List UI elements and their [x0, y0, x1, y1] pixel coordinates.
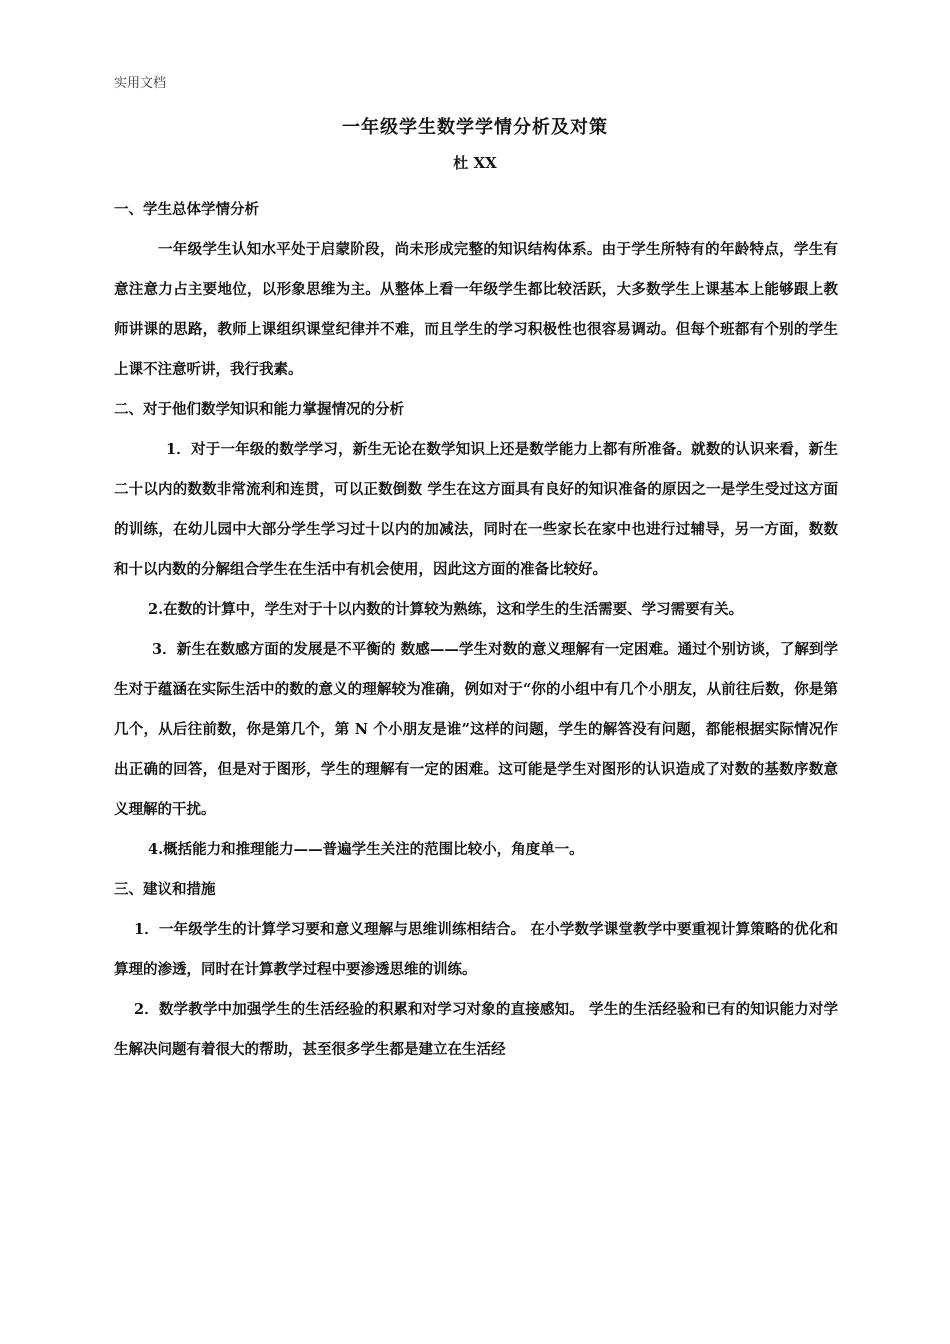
section-heading: 二、对于他们数学知识和能力掌握情况的分析: [114, 401, 404, 418]
header-label: 实用文档: [114, 76, 167, 91]
paragraph: 1．对于一年级的数学学习，新生无论在数学知识上还是数学能力上都有所准备。就数的认识来看，新生二十以内的数数非常流利和连贯，可以正数倒数 学生在这方面具有良好的知识准备的原因之一是学生受过这方面的训练，在幼儿园中大部分学生学习过十以内的加减法，同时在一些家长在家中也进行过辅导，另一方面，数数和十以内数的分解组合学生在生活中有机会使用，因此这方面的准备比较好。: [114, 441, 838, 578]
section-heading: 一、学生总体学情分析: [114, 201, 259, 218]
paragraph: 4.概括能力和推理能力——普遍学生关注的范围比较小，角度单一。: [148, 841, 584, 858]
document-author: 杜 XX: [453, 154, 497, 172]
paragraph: 一年级学生认知水平处于启蒙阶段，尚未形成完整的知识结构体系。由于学生所特有的年龄特点，学生有意注意力占主要地位，以形象思维为主。从整体上看一年级学生都比较活跃，大多数学生上课基本上能够跟上教师讲课的思路，教师上课组织课堂纪律并不难，而且学生的学习积极性也很容易调动。但每个班都有个别的学生上课不注意听讲，我行我素。: [114, 241, 838, 378]
paragraph: 1．一年级学生的计算学习要和意义理解与思维训练相结合。 在小学数学课堂教学中要重视计算策略的优化和算理的渗透，同时在计算教学过程中要渗透思维的训练。: [114, 921, 838, 978]
document-body: [114, 190, 838, 1070]
paragraph: 2．数学教学中加强学生的生活经验的积累和对学习对象的直接感知。 学生的生活经验和已有的知识能力对学生解决问题有着很大的帮助，甚至很多学生都是建立在生活经: [114, 1001, 838, 1058]
paragraph: 3．新生在数感方面的发展是不平衡的 数感——学生对数的意义理解有一定困难。通过个别访谈，了解到学生对于蕴涵在实际生活中的数的意义的理解较为准确，例如对于“你的小组中有几个小朋友，从前往后数，你是第几个，从后往前数，你是第几个，第 N 个小朋友是谁”这样的问题，学生的解答没有问题，都能根据实际情况作出正确的回答，但是对于图形，学生的理解有一定的困难。这可能是学生对图形的认识造成了对数的基数序数意义理解的干扰。: [114, 641, 838, 818]
section-heading: 三、建议和措施: [114, 881, 216, 898]
paragraph: 2.在数的计算中，学生对于十以内数的计算较为熟练，这和学生的生活需要、学习需要有关。: [148, 601, 744, 618]
document-title: 一年级学生数学学情分析及对策: [342, 117, 608, 138]
